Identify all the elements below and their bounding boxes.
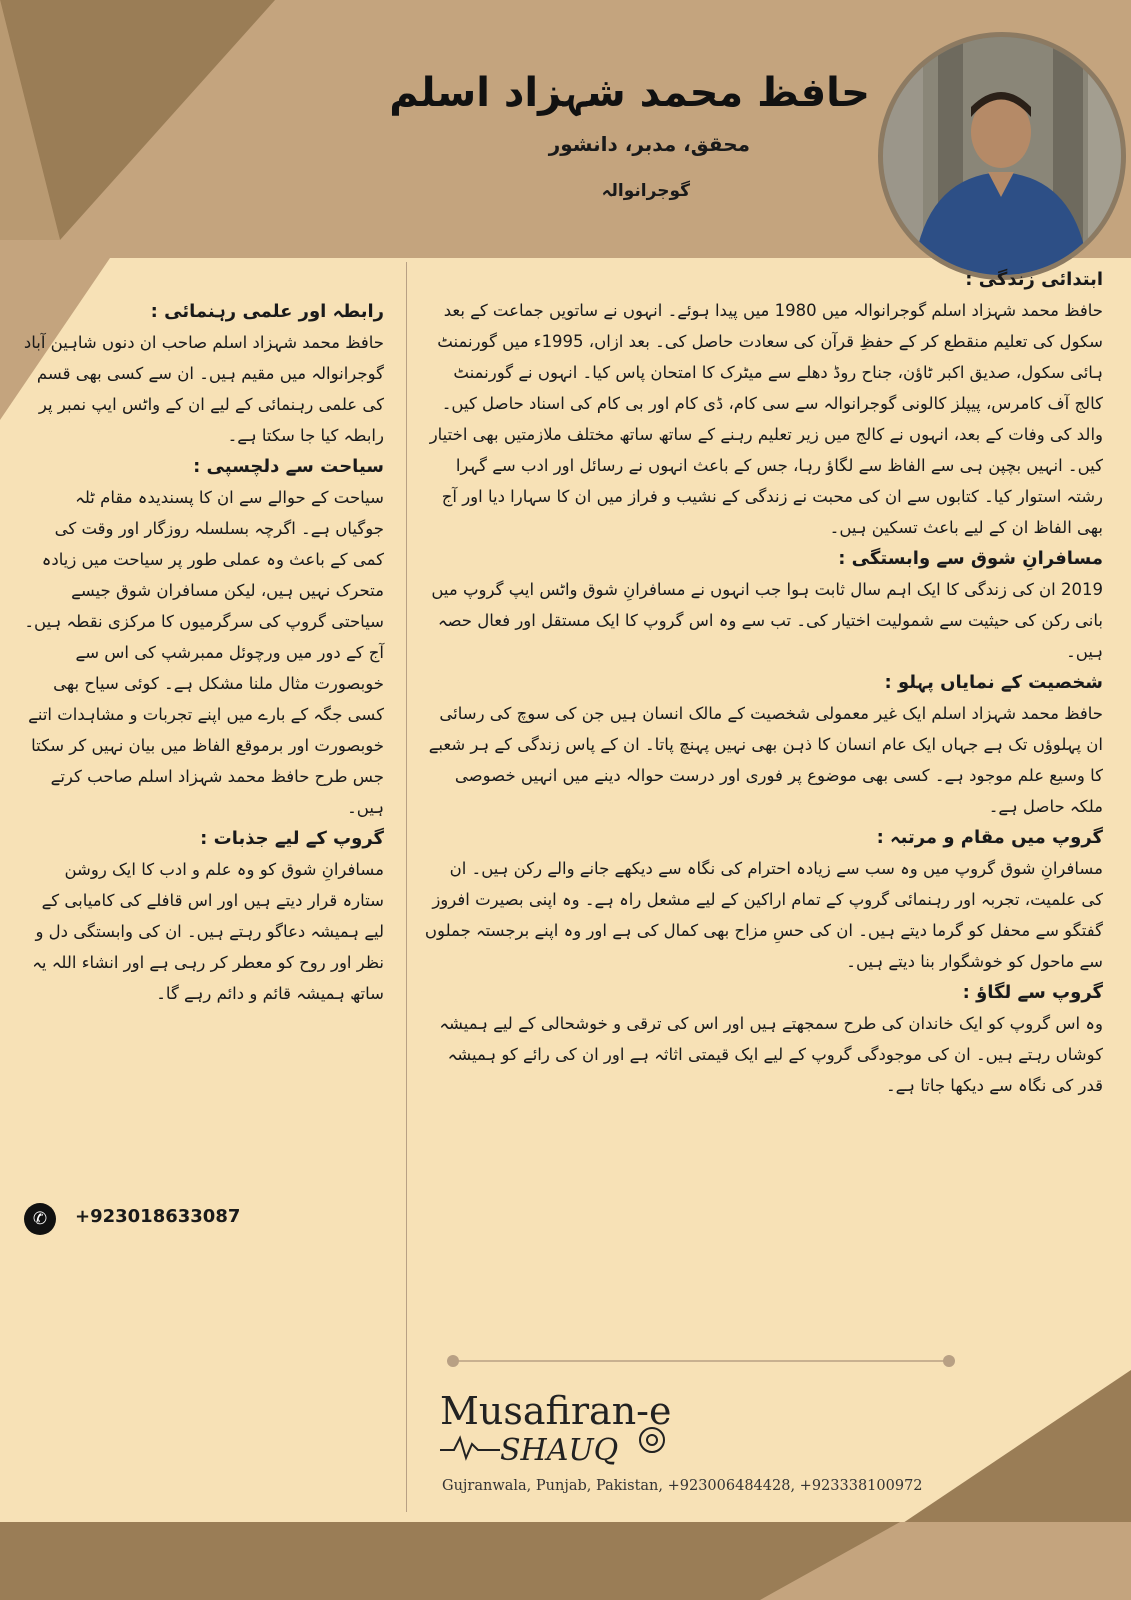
left-column <box>22 296 384 1009</box>
section-attachment <box>423 977 1103 1101</box>
section-heading: ابتدائی زندگی : <box>965 269 1103 290</box>
section-heading: رابطہ اور علمی رہنمائی : <box>150 301 384 322</box>
section-contact <box>22 296 384 451</box>
section-tourism <box>22 451 384 823</box>
section-early-life <box>423 264 1103 543</box>
right-column <box>423 264 1103 1101</box>
ornament-divider <box>446 1354 956 1368</box>
column-divider <box>406 262 407 1512</box>
section-text: سیاحت کے حوالے سے ان کا پسندیدہ مقام ٹلہ جوگیاں ہے۔ اگرچہ بسلسلہ روزگار اور وقت کی کمی کے باعث وہ عملی طور پر سیاحت میں زیادہ متحرک نہیں ہیں، لیکن مسافران شوق جیسے سیاحتی گروپ کی سرگرمیوں کا مرکزی نقطہ ہیں۔ آج کے دور میں ورچوئل ممبرشپ کی اس سے خوبصورت مثال ملنا مشکل ہے۔ کوئی سیاح بھی کسی جگہ کے بارے میں اپنے تجربات و مشاہدات اتنے خوبصورت اور برموقع الفاظ میں بیان نہیں کر سکتا جس طرح حافظ محمد شہزاد اسلم صاحب کرتے ہیں۔ <box>24 488 384 817</box>
city-label: گوجرانوالہ <box>601 181 690 201</box>
logo <box>440 1380 680 1470</box>
subtitle: محقق، مدبر، دانشور <box>548 132 750 156</box>
section-text: وہ اس گروپ کو ایک خاندان کی طرح سمجھتے ہیں اور اس کی ترقی و خوشحالی کے لیے ہمیشہ کوشاں رہتے ہیں۔ ان کی موجودگی گروپ کے لیے ایک قیمتی اثاثہ ہے اور ان کی رائے کو ہمیشہ قدر کی نگاہ سے دیکھا جاتا ہے۔ <box>439 1014 1103 1095</box>
phone-icon: ✆ <box>24 1203 56 1235</box>
section-association <box>423 543 1103 667</box>
bottom-right-triangle <box>900 1370 1131 1525</box>
section-heading: گروپ سے لگاؤ : <box>962 982 1103 1003</box>
logo-line2: SHAUQ <box>500 1433 619 1468</box>
page-title: حافظ محمد شہزاد اسلم <box>389 70 870 116</box>
footer-accent <box>760 1522 1131 1600</box>
section-heading: شخصیت کے نمایاں پہلو : <box>884 672 1103 693</box>
section-text: 2019 ان کی زندگی کا ایک اہم سال ثابت ہوا جب انہوں نے مسافرانِ شوق واٹس ایپ گروپ میں بانی رکن کی حیثیت سے شمولیت اختیار کی۔ تب سے وہ اس گروپ کا ایک مستقل اور فعال حصہ ہیں۔ <box>431 580 1103 661</box>
section-heading: مسافرانِ شوق سے وابستگی : <box>838 548 1103 569</box>
logo-line1: Musafiran-e <box>440 1389 672 1433</box>
footer-address: Gujranwala, Punjab, Pakistan, +923006484428, +923338100972 <box>442 1478 923 1494</box>
section-status <box>423 822 1103 977</box>
section-text: مسافرانِ شوق گروپ میں وہ سب سے زیادہ احترام کی نگاہ سے دیکھے جانے والے رکن ہیں۔ ان کی علمیت، تجربہ اور رہنمائی گروپ کے تمام اراکین کے لیے مشعل راہ ہے۔ وہ اپنی بصیرت افروز گفتگو سے محفل کو گرما دیتے ہیں۔ ان کی حسِ مزاح بھی کمال کی ہے اور وہ اپنے برجستہ جملوں سے ماحول کو خوشگوار بنا دیتے ہیں۔ <box>424 859 1103 971</box>
section-heading: سیاحت سے دلچسپی : <box>193 456 384 477</box>
section-text: حافظ محمد شہزاد اسلم ایک غیر معمولی شخصیت کے مالک انسان ہیں جن کی سوچ کی رسائی ان پہلوؤں تک ہے جہاں ایک عام انسان کا ذہن بھی نہیں پہنچ پاتا۔ ان کے پاس زندگی کے ہر شعبے کا وسیع علم موجود ہے۔ کسی بھی موضوع پر فوری اور درست حوالہ دینے میں انہیں خصوصی ملکہ حاصل ہے۔ <box>428 704 1103 816</box>
section-text: حافظ محمد شہزاد اسلم گوجرانوالہ میں 1980 میں پیدا ہوئے۔ انہوں نے ساتویں جماعت کے بعد سکول کی تعلیم منقطع کر کے حفظِ قرآن کی سعادت حاصل کی۔ بعد ازاں، 1995ء میں گورنمنٹ ہائی سکول، صدیق اکبر ٹاؤن، جناح روڈ دھلے سے میٹرک کا امتحان پاس کیا۔ انہوں نے گورنمنٹ کالج آف کامرس، پیپلز کالونی گوجرانوالہ سے سی کام، ڈی کام اور بی کام کی اسناد حاصل کیں۔ والد کی وفات کے بعد، انہوں نے کالج میں زیر تعلیم رہنے کے ساتھ ساتھ مختلف ملازمتیں بھی اختیار کیں۔ انہیں بچپن ہی سے الفاظ سے لگاؤ رہا، جس کے باعث انہوں نے رسائل اور ادب سے گہرا رشتہ استوار کیا۔ کتابوں سے ان کی محبت نے زندگی کے نشیب و فراز میں ان کا سہارا دیا اور آج بھی الفاظ ان کے لیے باعث تسکین ہیں۔ <box>429 301 1103 537</box>
section-text: مسافرانِ شوق کو وہ علم و ادب کا ایک روشن ستارہ قرار دیتے ہیں اور اس قافلے کی کامیابی کے لیے ہمیشہ دعاگو رہتے ہیں۔ ان کی وابستگی دل و نظر اور روح کو معطر کر رہی ہے اور انشاء اللہ یہ ساتھ ہمیشہ قائم و دائم رہے گا۔ <box>32 860 384 1003</box>
section-heading: گروپ کے لیے جذبات : <box>200 828 384 849</box>
section-heading: گروپ میں مقام و مرتبہ : <box>876 827 1103 848</box>
section-personality <box>423 667 1103 822</box>
section-feelings <box>22 823 384 1009</box>
section-text: حافظ محمد شہزاد اسلم صاحب ان دنوں شاہین آباد گوجرانوالہ میں مقیم ہیں۔ ان سے کسی بھی قسم کی علمی رہنمائی کے لیے ان کے واٹس ایپ نمبر پر رابطہ کیا جا سکتا ہے۔ <box>23 333 384 445</box>
phone-number[interactable]: +923018633087 <box>75 1206 241 1227</box>
profile-photo <box>878 32 1126 280</box>
